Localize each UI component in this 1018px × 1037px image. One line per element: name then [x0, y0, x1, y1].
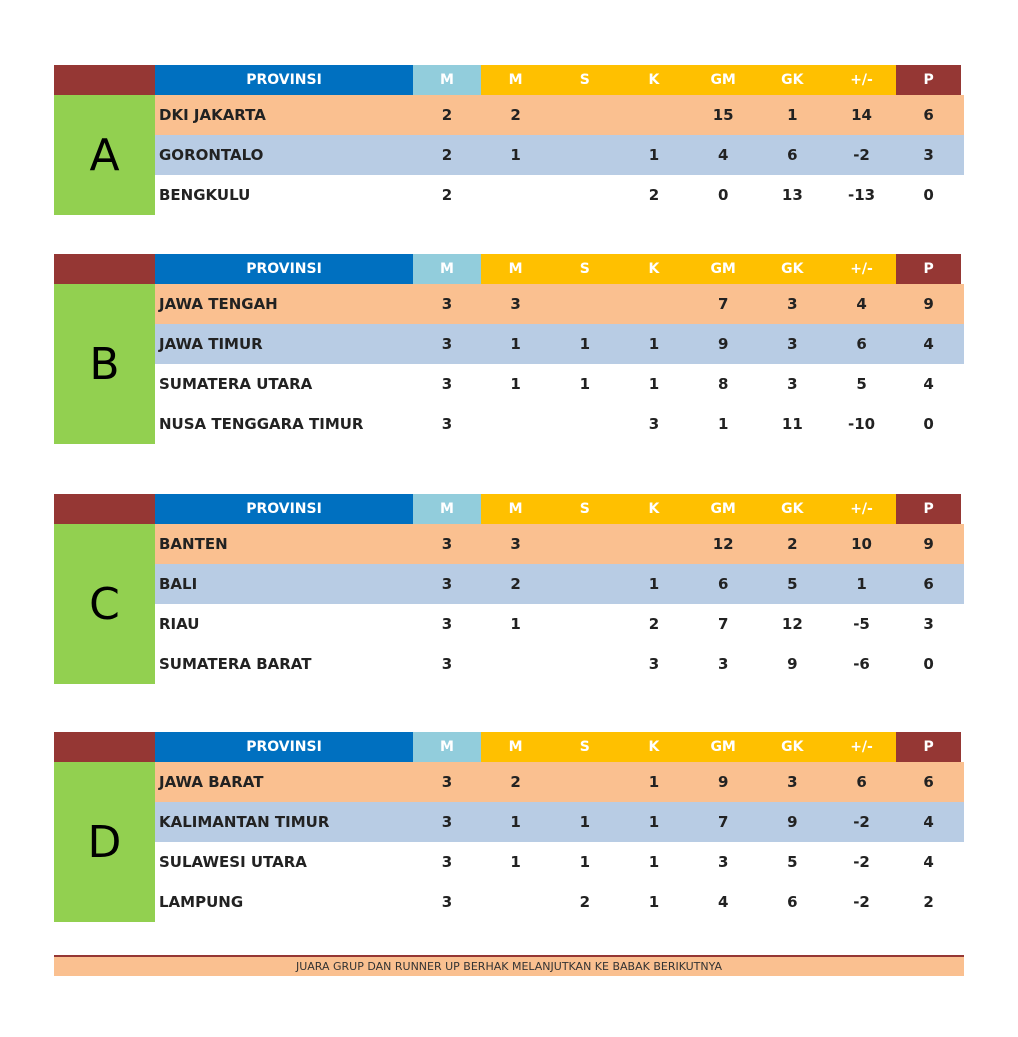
cell-provinsi: BANTEN	[159, 535, 228, 553]
header-diff: +/-	[827, 732, 896, 762]
cell-s	[550, 175, 619, 215]
header-m-played: M	[413, 65, 481, 95]
header-corner	[54, 494, 155, 524]
cell-m: 3	[441, 893, 453, 911]
header-s: S	[550, 65, 619, 95]
cell-gk: 5	[787, 575, 798, 593]
cell-diff: 14	[851, 106, 872, 124]
cell-diff: 5	[856, 375, 867, 393]
cell-s: 2	[579, 893, 590, 911]
cell-gk: 3	[787, 295, 798, 313]
cell-k: 1	[648, 335, 660, 353]
cell-w: 1	[510, 813, 521, 831]
cell-gm: 7	[717, 295, 729, 313]
cell-diff: -2	[853, 146, 870, 164]
cell-s: 1	[579, 335, 590, 353]
cell-p: 0	[923, 415, 934, 433]
cell-gm: 7	[717, 813, 729, 831]
cell-w: 3	[510, 535, 521, 553]
cell-w: 1	[510, 335, 521, 353]
cell-gk: 5	[787, 853, 798, 871]
cell-provinsi: NUSA TENGGARA TIMUR	[159, 415, 364, 433]
cell-gk: 3	[787, 375, 798, 393]
cell-diff: 4	[856, 295, 867, 313]
cell-gk: 11	[781, 415, 803, 433]
cell-p: 4	[923, 335, 934, 353]
cell-w: 1	[510, 375, 521, 393]
group-letter: C	[54, 524, 155, 684]
cell-provinsi: SUMATERA BARAT	[159, 655, 312, 673]
cell-provinsi: JAWA TIMUR	[159, 335, 263, 353]
table-row	[155, 644, 964, 684]
header-p: P	[896, 732, 961, 762]
header-provinsi: PROVINSI	[155, 732, 413, 762]
cell-m: 3	[441, 535, 453, 553]
cell-w: 2	[510, 575, 521, 593]
header-gk: GK	[758, 494, 827, 524]
cell-diff: 6	[856, 335, 867, 353]
cell-gm: 9	[717, 773, 729, 791]
cell-gk: 9	[787, 655, 798, 673]
cell-diff: -6	[853, 655, 870, 673]
cell-p: 3	[923, 146, 934, 164]
header-k: K	[619, 65, 688, 95]
cell-k: 1	[648, 773, 660, 791]
header-m-played: M	[413, 732, 481, 762]
cell-w: 1	[510, 615, 521, 633]
header-gk: GK	[758, 732, 827, 762]
cell-provinsi: RIAU	[159, 615, 200, 633]
header-corner	[54, 65, 155, 95]
header-corner	[54, 254, 155, 284]
cell-gk: 3	[787, 335, 798, 353]
table-row	[155, 95, 964, 135]
cell-s	[550, 644, 619, 684]
cell-m: 3	[441, 335, 453, 353]
cell-w	[481, 404, 550, 444]
table-row	[155, 175, 964, 215]
cell-k	[619, 95, 688, 135]
cell-gm: 3	[717, 853, 729, 871]
cell-p: 4	[923, 813, 934, 831]
table-row	[155, 604, 964, 644]
cell-k: 1	[648, 893, 660, 911]
header-s: S	[550, 254, 619, 284]
header-m-win: M	[481, 254, 550, 284]
cell-k: 2	[648, 186, 660, 204]
cell-provinsi: BENGKULU	[159, 186, 251, 204]
cell-k: 1	[648, 575, 660, 593]
cell-k: 1	[648, 813, 660, 831]
cell-diff: 10	[851, 535, 872, 553]
cell-m: 2	[441, 106, 453, 124]
cell-k: 1	[648, 375, 660, 393]
cell-m: 3	[441, 615, 453, 633]
table-row	[155, 842, 964, 882]
header-k: K	[619, 732, 688, 762]
cell-gk: 9	[787, 813, 798, 831]
cell-k	[619, 284, 688, 324]
cell-gm: 8	[717, 375, 729, 393]
cell-gm: 4	[717, 893, 729, 911]
cell-diff: -2	[853, 853, 870, 871]
cell-provinsi: JAWA TENGAH	[159, 295, 278, 313]
header-gm: GM	[689, 494, 758, 524]
cell-s	[550, 135, 619, 175]
group-letter: A	[54, 95, 155, 215]
cell-diff: -2	[853, 813, 870, 831]
cell-provinsi: SULAWESI UTARA	[159, 853, 307, 871]
cell-m: 3	[441, 575, 453, 593]
cell-m: 3	[441, 655, 453, 673]
table-row	[155, 135, 964, 175]
cell-diff: -13	[847, 186, 876, 204]
cell-p: 4	[923, 853, 934, 871]
cell-s	[550, 564, 619, 604]
group-letter: D	[54, 762, 155, 922]
cell-gm: 3	[717, 655, 729, 673]
header-provinsi: PROVINSI	[155, 65, 413, 95]
cell-m: 3	[441, 295, 453, 313]
cell-s	[550, 524, 619, 564]
cell-gk: 1	[787, 106, 798, 124]
table-row	[155, 284, 964, 324]
table-row	[155, 364, 964, 404]
header-p: P	[896, 254, 961, 284]
cell-s	[550, 95, 619, 135]
cell-provinsi: LAMPUNG	[159, 893, 244, 911]
cell-w	[481, 644, 550, 684]
table-row	[155, 882, 964, 922]
cell-diff: -5	[853, 615, 870, 633]
cell-k: 3	[648, 655, 660, 673]
cell-m: 3	[441, 853, 453, 871]
cell-gm: 1	[717, 415, 729, 433]
group-b-header	[54, 254, 964, 284]
cell-k: 1	[648, 853, 660, 871]
cell-provinsi: DKI JAKARTA	[159, 106, 266, 124]
header-provinsi: PROVINSI	[155, 494, 413, 524]
cell-gm: 0	[717, 186, 729, 204]
cell-s: 1	[579, 813, 590, 831]
header-m-played: M	[413, 494, 481, 524]
cell-gk: 13	[781, 186, 803, 204]
header-corner	[54, 732, 155, 762]
header-gm: GM	[689, 732, 758, 762]
cell-gm: 6	[717, 575, 729, 593]
cell-w: 2	[510, 106, 521, 124]
cell-p: 6	[923, 106, 934, 124]
cell-k: 2	[648, 615, 660, 633]
cell-provinsi: JAWA BARAT	[159, 773, 264, 791]
header-p: P	[896, 494, 961, 524]
cell-diff: 1	[856, 575, 867, 593]
cell-gk: 3	[787, 773, 798, 791]
cell-k: 1	[648, 146, 660, 164]
cell-m: 3	[441, 773, 453, 791]
cell-w: 2	[510, 773, 521, 791]
cell-gk: 12	[781, 615, 803, 633]
cell-p: 9	[923, 295, 934, 313]
cell-gk: 2	[787, 535, 798, 553]
cell-diff: -10	[847, 415, 876, 433]
table-row	[155, 802, 964, 842]
cell-p: 9	[923, 535, 934, 553]
cell-s: 1	[579, 375, 590, 393]
cell-gk: 6	[787, 893, 798, 911]
cell-provinsi: KALIMANTAN TIMUR	[159, 813, 330, 831]
cell-gm: 15	[712, 106, 734, 124]
cell-s	[550, 604, 619, 644]
cell-diff: 6	[856, 773, 867, 791]
cell-k: 3	[648, 415, 660, 433]
cell-w: 3	[510, 295, 521, 313]
header-gm: GM	[689, 65, 758, 95]
cell-gm: 9	[717, 335, 729, 353]
header-m-win: M	[481, 732, 550, 762]
footer-note: JUARA GRUP DAN RUNNER UP BERHAK MELANJUTKAN KE BABAK BERIKUTNYA	[54, 955, 964, 976]
cell-gm: 4	[717, 146, 729, 164]
cell-gk: 6	[787, 146, 798, 164]
cell-m: 2	[441, 186, 453, 204]
group-c-header	[54, 494, 964, 524]
table-row	[155, 324, 964, 364]
cell-w: 1	[510, 146, 521, 164]
cell-m: 3	[441, 813, 453, 831]
cell-s	[550, 762, 619, 802]
table-row	[155, 564, 964, 604]
header-provinsi: PROVINSI	[155, 254, 413, 284]
header-s: S	[550, 732, 619, 762]
table-row	[155, 524, 964, 564]
cell-p: 2	[923, 893, 934, 911]
cell-m: 3	[441, 415, 453, 433]
cell-p: 0	[923, 186, 934, 204]
header-diff: +/-	[827, 65, 896, 95]
group-d-header	[54, 732, 964, 762]
header-s: S	[550, 494, 619, 524]
cell-gm: 12	[712, 535, 734, 553]
header-diff: +/-	[827, 494, 896, 524]
header-m-played: M	[413, 254, 481, 284]
cell-s: 1	[579, 853, 590, 871]
header-k: K	[619, 254, 688, 284]
group-letter: B	[54, 284, 155, 444]
group-a-header	[54, 65, 964, 95]
cell-p: 3	[923, 615, 934, 633]
cell-w: 1	[510, 853, 521, 871]
header-gk: GK	[758, 254, 827, 284]
cell-p: 0	[923, 655, 934, 673]
cell-k	[619, 524, 688, 564]
cell-w	[481, 882, 550, 922]
cell-provinsi: GORONTALO	[159, 146, 264, 164]
cell-m: 3	[441, 375, 453, 393]
cell-diff: -2	[853, 893, 870, 911]
header-diff: +/-	[827, 254, 896, 284]
cell-p: 6	[923, 773, 934, 791]
header-gk: GK	[758, 65, 827, 95]
cell-s	[550, 404, 619, 444]
cell-p: 6	[923, 575, 934, 593]
header-p: P	[896, 65, 961, 95]
cell-s	[550, 284, 619, 324]
header-gm: GM	[689, 254, 758, 284]
cell-w	[481, 175, 550, 215]
cell-gm: 7	[717, 615, 729, 633]
cell-m: 2	[441, 146, 453, 164]
cell-provinsi: SUMATERA UTARA	[159, 375, 313, 393]
table-row	[155, 404, 964, 444]
cell-provinsi: BALI	[159, 575, 198, 593]
header-k: K	[619, 494, 688, 524]
header-m-win: M	[481, 65, 550, 95]
table-row	[155, 762, 964, 802]
header-m-win: M	[481, 494, 550, 524]
cell-p: 4	[923, 375, 934, 393]
